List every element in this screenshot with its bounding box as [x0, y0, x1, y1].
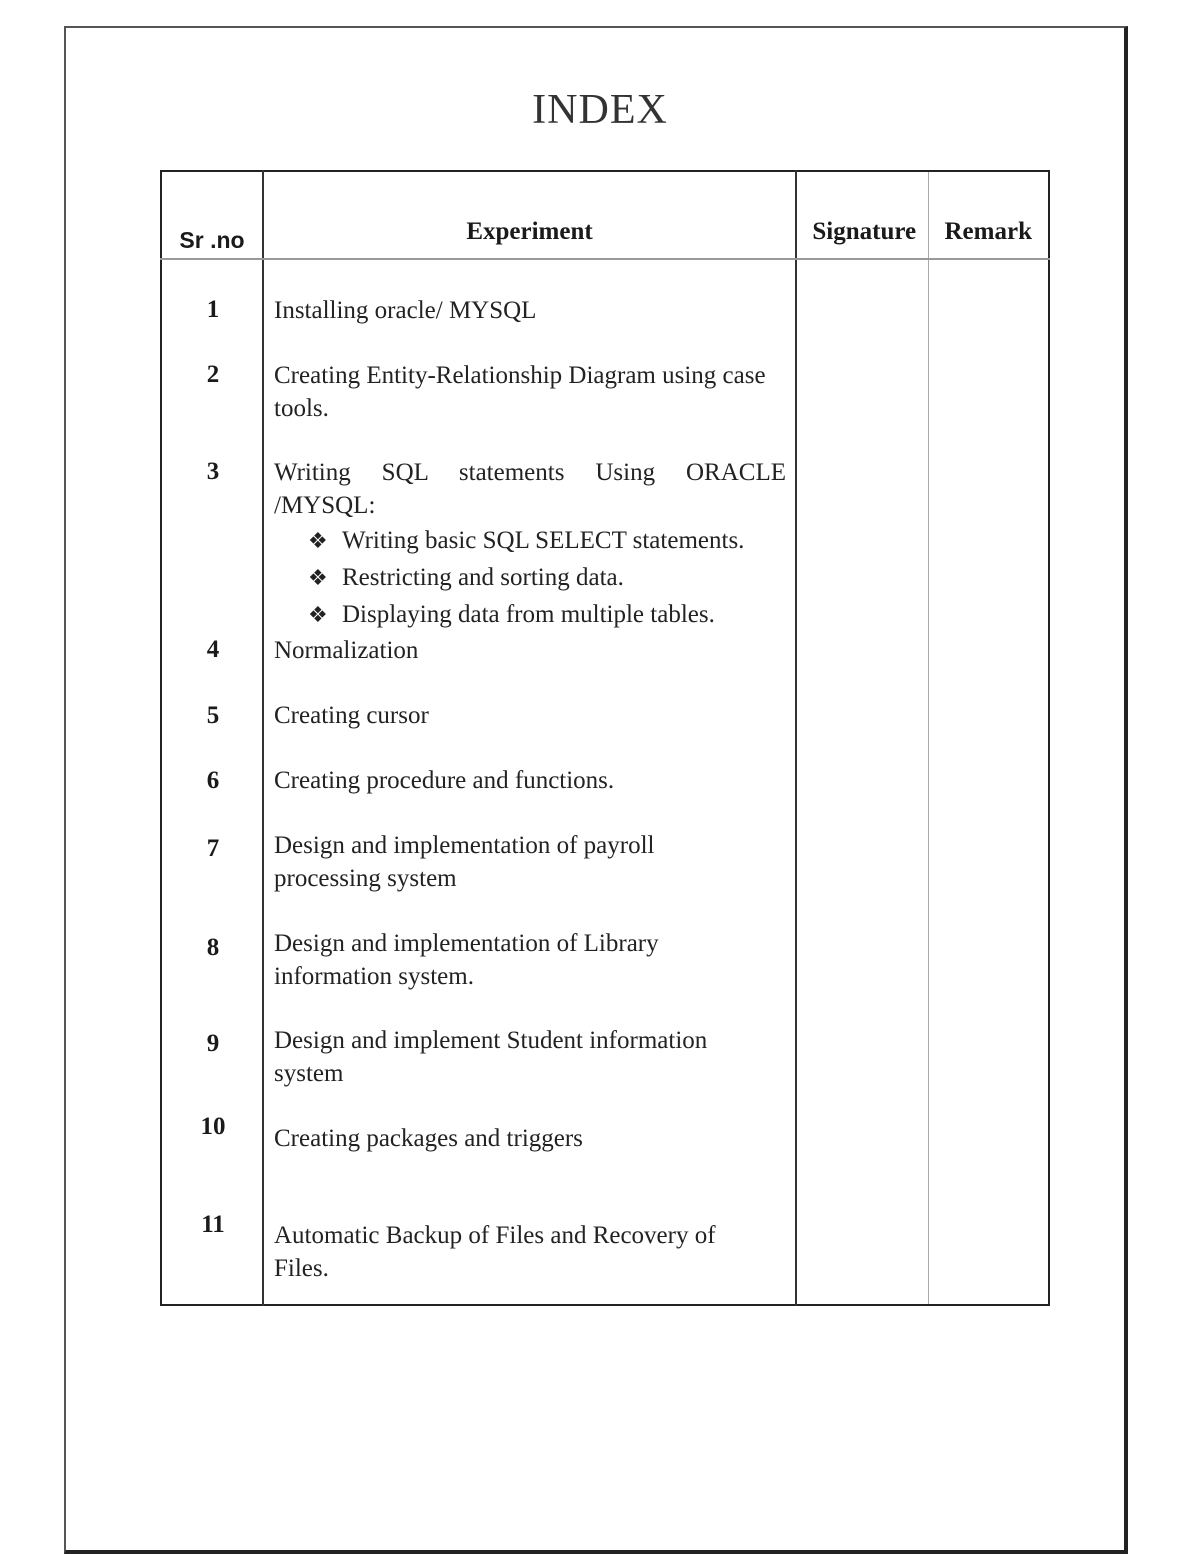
sr-no-3: 3	[206, 458, 220, 485]
remark-column	[928, 259, 1049, 1305]
experiment-column	[263, 259, 796, 1305]
body-row	[161, 259, 1049, 1305]
diamond-bullet-icon: ❖	[308, 602, 328, 627]
experiment-9: Design and implement Student information system	[274, 1027, 708, 1087]
experiment-2: Creating Entity-Relationship Diagram using case tools.	[274, 362, 766, 422]
sr-no-4: 4	[206, 636, 220, 663]
sr-no-column	[161, 259, 263, 1305]
diamond-bullet-icon: ❖	[308, 565, 328, 590]
index-table	[160, 170, 1050, 1306]
list-item: ❖ Displaying data from multiple tables.	[274, 596, 786, 633]
signature-column	[796, 259, 928, 1305]
sr-no-6: 6	[206, 767, 220, 794]
header-signature: Signature	[796, 171, 928, 259]
header-remark: Remark	[928, 171, 1049, 259]
diamond-bullet-icon: ❖	[308, 528, 328, 553]
experiment-11: Automatic Backup of Files and Recovery of Files.	[274, 1222, 716, 1282]
sr-no-7: 7	[206, 835, 220, 862]
header-sr-no: Sr .no	[161, 171, 263, 259]
experiment-3	[274, 456, 786, 633]
sr-no-11: 11	[201, 1211, 225, 1238]
sr-no-2: 2	[206, 361, 220, 388]
experiment-8: Design and implementation of Library information system.	[274, 930, 659, 990]
experiment-1: Installing oracle/ MYSQL	[274, 297, 537, 324]
sr-no-10: 10	[200, 1113, 226, 1140]
experiment-4: Normalization	[274, 637, 419, 664]
list-item: ❖ Writing basic SQL SELECT statements.	[274, 522, 786, 559]
header-experiment: Experiment	[263, 171, 796, 259]
experiment-10: Creating packages and triggers	[274, 1125, 583, 1152]
page-title: INDEX	[532, 87, 668, 134]
list-item: ❖ Restricting and sorting data.	[274, 559, 786, 596]
sr-no-8: 8	[206, 934, 220, 961]
experiment-6: Creating procedure and functions.	[274, 767, 615, 794]
experiment-3-subitems	[274, 522, 786, 633]
sr-no-5: 5	[206, 702, 220, 729]
experiment-7: Design and implementation of payroll processing system	[274, 832, 655, 892]
sr-no-1: 1	[206, 296, 220, 323]
experiment-5: Creating cursor	[274, 702, 429, 729]
sr-no-9: 9	[206, 1030, 220, 1057]
experiment-3-text: Writing SQL statements Using ORACLE /MYSQL:	[274, 459, 786, 519]
header-row	[161, 171, 1049, 259]
